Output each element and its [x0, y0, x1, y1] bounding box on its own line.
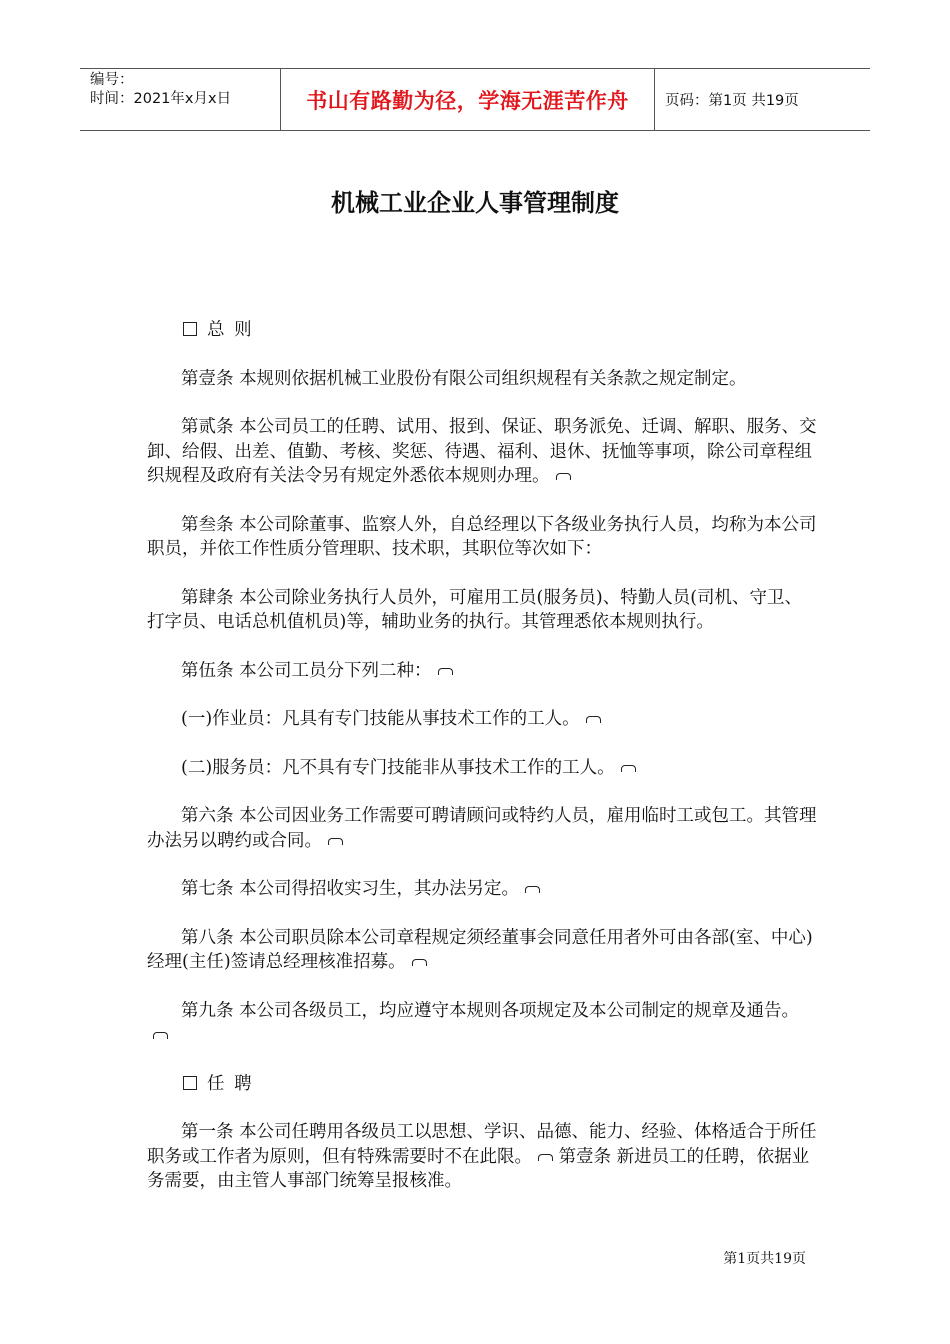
document-title: 机械工业企业人事管理制度 [331, 189, 619, 217]
number-label: 编号： [90, 72, 134, 88]
document-header [80, 68, 870, 131]
section-heading [147, 1072, 817, 1097]
article-text: 第八条 本公司职员除本公司章程规定须经董事会同意任用者外可由各部(室、中心)经理(主任)签请总经理核准招募。 [147, 927, 813, 972]
paragraph-mark-icon [556, 473, 571, 480]
paragraph-mark-icon [438, 668, 453, 675]
article-text: 第六条 本公司因业务工作需要可聘请顾问或特约人员，雇用临时工或包工。其管理办法另以聘约或合同。 [147, 806, 817, 851]
article-text-continued: 第壹条 新进员工的任聘，依据业务需要，由主管人事部门统筹呈报核准。 [147, 1146, 810, 1191]
article-text: 第伍条 本公司工员分下列二种： [181, 660, 432, 681]
checkbox-icon [183, 322, 197, 336]
article-paragraph [147, 367, 817, 392]
article-text: 第壹条 本规则依据机械工业股份有限公司组织规程有关条款之规定制定。 [181, 368, 747, 389]
article-paragraph [147, 659, 817, 684]
paragraph-mark-icon [586, 716, 601, 723]
paragraph-mark-icon [328, 838, 343, 845]
time-label: 时间：2021年x月x日 [90, 91, 232, 107]
article-paragraph [147, 707, 817, 732]
article-paragraph [147, 999, 817, 1048]
article-text: 第肆条 本公司除业务执行人员外，可雇用工员(服务员)、特勤人员(司机、守卫、打字员、电话总机值机员)等，辅助业务的执行。其管理悉依本规则执行。 [147, 587, 803, 632]
header-meta [80, 69, 281, 130]
article-paragraph [147, 586, 817, 635]
header-motto-cell [281, 69, 655, 130]
header-motto: 书山有路勤为径，学海无涯苦作舟 [306, 88, 629, 113]
section-heading-text: 总 则 [207, 320, 254, 340]
article-text: 第一条 本公司任聘用各级员工以思想、学识、品德、能力、经验、体格适合于所任职务或工作者为原则，但有特殊需要时不在此限。 [147, 1122, 817, 1167]
article-text: 第七条 本公司得招收实习生，其办法另定。 [181, 879, 520, 899]
paragraph-mark-icon [621, 765, 636, 772]
section-heading-text: 任 聘 [207, 1073, 254, 1094]
checkbox-icon [183, 1076, 197, 1090]
section-heading [147, 318, 817, 343]
article-text: 第九条 本公司各级员工，均应遵守本规则各项规定及本公司制定的规章及通告。 [181, 1000, 800, 1021]
article-text: (二)服务员：凡不具有专门技能非从事技术工作的工人。 [181, 757, 615, 778]
paragraph-mark-icon [153, 1032, 168, 1039]
article-paragraph [147, 1120, 817, 1194]
paragraph-mark-icon [538, 1154, 553, 1161]
header-page-info: 页码：第1页 共19页 [665, 93, 799, 109]
paragraph-mark-icon [412, 959, 427, 966]
article-paragraph [147, 804, 817, 853]
article-paragraph [147, 756, 817, 781]
page-footer: 第1页共19页 [723, 1251, 806, 1267]
paragraph-mark-icon [525, 886, 540, 893]
article-paragraph [147, 877, 817, 902]
article-text: (一)作业员：凡具有专门技能从事技术工作的工人。 [181, 709, 580, 729]
article-paragraph [147, 513, 817, 562]
article-paragraph [147, 926, 817, 975]
article-paragraph [147, 415, 817, 489]
document-body [147, 318, 817, 1218]
article-text: 第贰条 本公司员工的任聘、试用、报到、保证、职务派免、迁调、解职、服务、交卸、给假、出差、值勤、考核、奖惩、待遇、福利、退休、抚恤等事项，除公司章程组织规程及政府有关法令另有规定外悉依本规则办理。 [147, 417, 817, 486]
article-text: 第叁条 本公司除董事、监察人外，自总经理以下各级业务执行人员，均称为本公司职员，并依工作性质分管理职、技术职，其职位等次如下： [147, 514, 817, 559]
